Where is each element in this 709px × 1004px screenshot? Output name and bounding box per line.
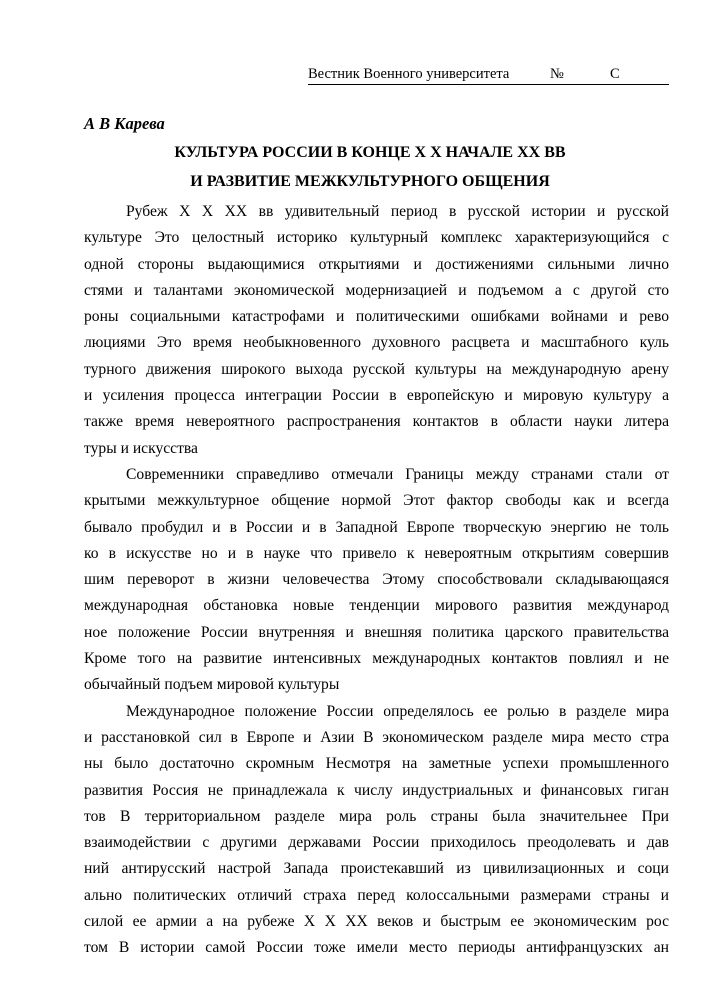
body-line: ное положение России внутренняя и внешняя политика царского правительства [84, 623, 669, 641]
body-line: одной стороны выдающимися открытиями и достижениями сильными лично [84, 255, 669, 273]
body-line: туры и искусства [84, 439, 198, 457]
author-name: А В Карева [84, 114, 165, 133]
body-line: ний антирусский настрой Запада проистекавший из цивилизационных и соци [84, 860, 669, 878]
body-line: международная обстановка новые тенденции мирового развития международ [84, 597, 669, 615]
body-line: ко в искусстве но и в науке что привело к невероятным открытиям совершив [84, 544, 669, 562]
article-title-line-2: И РАЗВИТИЕ МЕЖКУЛЬТУРНОГО ОБЩЕНИЯ [190, 173, 550, 190]
body-line: стями и талантами экономической модернизацией и подъемом а с другой сто [84, 281, 669, 299]
body-line: и усиления процесса интеграции России в европейскую и мировую культуру а [84, 387, 669, 405]
body-line: люциями Это время необыкновенного духовного расцвета и масштабного куль [84, 334, 669, 352]
article-body [84, 199, 669, 962]
body-line: и расстановкой сил в Европе и Азии В экономическом разделе мира место стра [84, 728, 669, 746]
body-line: тов В территориальном разделе мира роль страны была значительнее При [84, 807, 669, 825]
body-line: ально политических отличий страха перед колоссальными размерами страны и [84, 886, 669, 904]
body-line: турного движения широкого выхода русской культуры на международную арену [84, 360, 669, 378]
journal-header [308, 66, 669, 85]
body-line: обычайный подъем мировой культуры [84, 676, 340, 694]
body-line: крытыми межкультурное общение нормой Этот фактор свободы как и всегда [84, 492, 669, 510]
body-line: Рубеж X X XX вв удивительный период в русской истории и русской [126, 203, 669, 220]
issue-number-label: № [550, 66, 564, 82]
body-line: силой ее армии а на рубеже X X XX веков и быстрым ее экономическим рос [84, 913, 669, 931]
body-line: также время невероятного распространения контактов в области науки литера [84, 413, 669, 431]
page-label: С [610, 66, 620, 82]
body-line: взаимодействии с другими державами России приходилось преодолевать и дав [84, 834, 669, 852]
article-title-line-1: КУЛЬТУРА РОССИИ В КОНЦЕ X X НАЧАЛЕ XX ВВ [174, 144, 566, 161]
body-line: том В истории самой России тоже имели место периоды антифранцузских ан [84, 939, 669, 957]
body-line: Кроме того на развитие интенсивных международных контактов повлиял и не [84, 650, 669, 668]
body-line: бывало пробудил и в России и в Западной Европе творческую энергию не толь [84, 518, 669, 536]
body-line: развития Россия не принадлежала к числу индустриальных и финансовых гиган [84, 781, 669, 799]
body-line: Международное положение России определялось ее ролью в разделе мира [126, 702, 669, 720]
body-line: роны социальными катастрофами и политическими ошибками войнами и рево [84, 308, 669, 326]
body-line: шим переворот в жизни человечества Этому способствовали складывающаяся [84, 571, 669, 589]
body-line: ны было достаточно скромным Несмотря на заметные успехи промышленного [84, 755, 669, 773]
journal-title: Вестник Военного университета [308, 66, 510, 82]
body-line: Современники справедливо отмечали Границы между странами стали от [126, 465, 669, 483]
body-line: культуре Это целостный историко культурный комплекс характеризующийся с [84, 229, 669, 247]
